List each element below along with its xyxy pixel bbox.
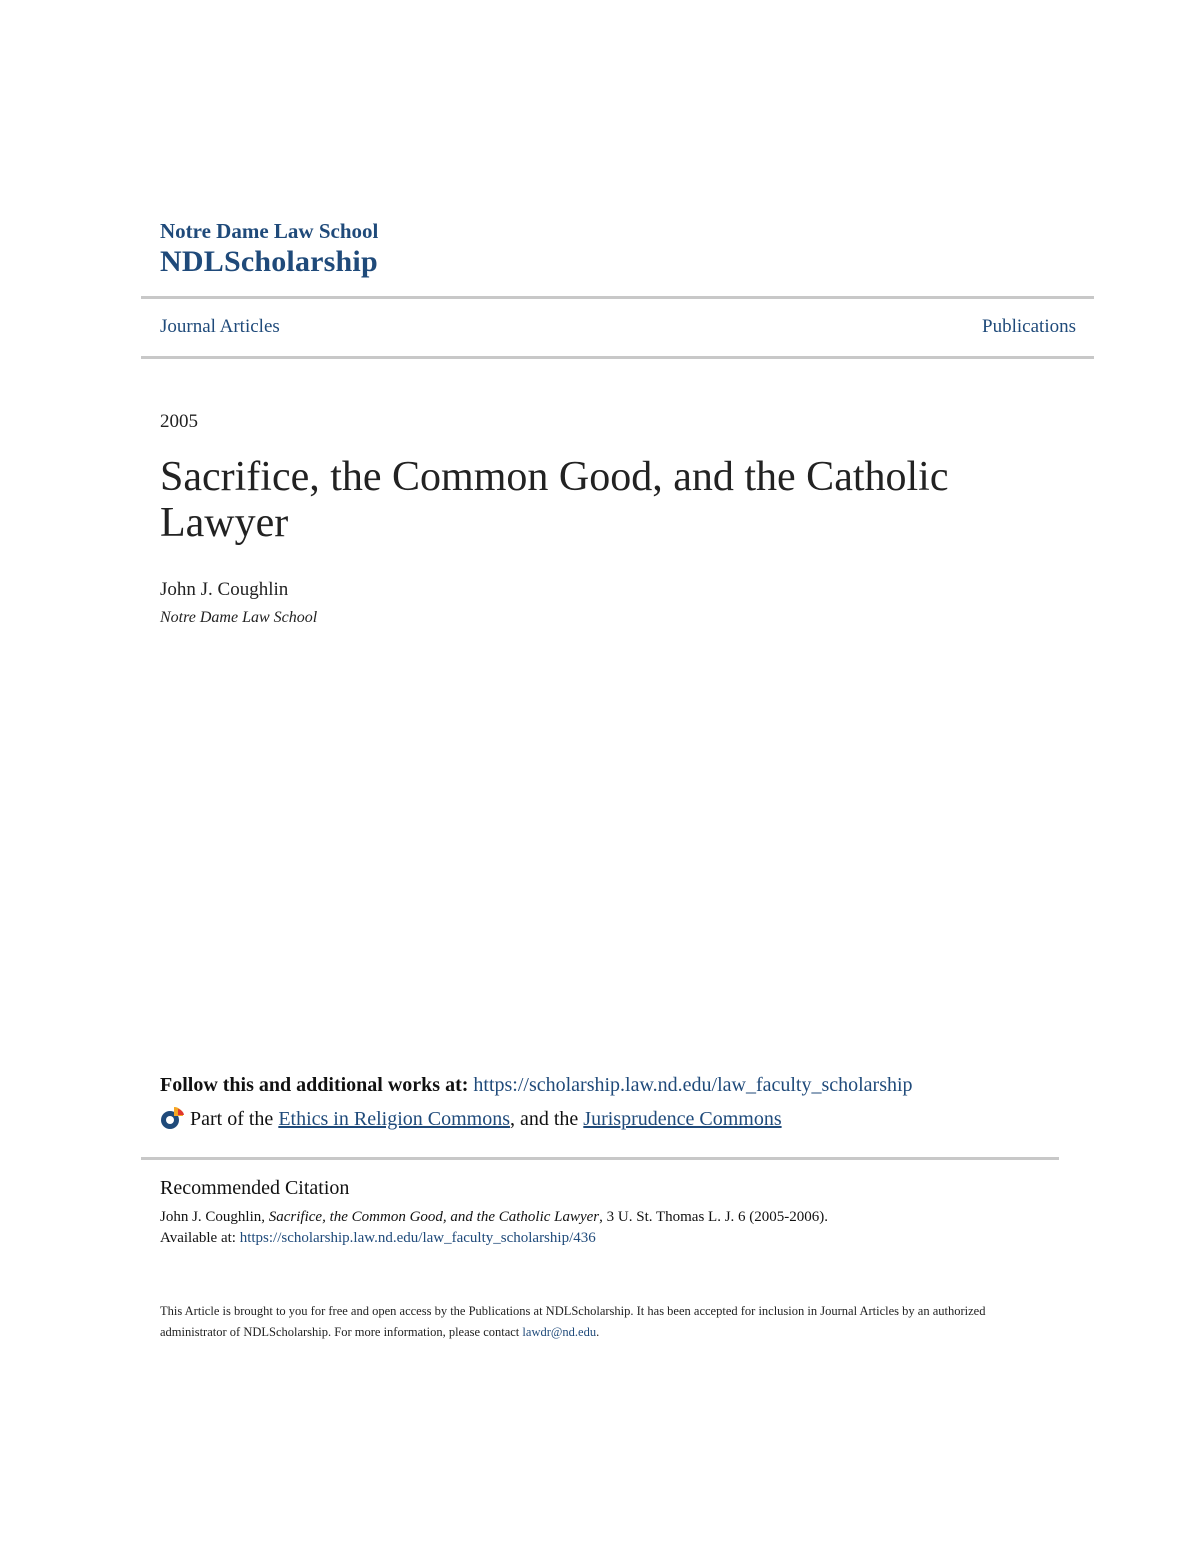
institution-name: Notre Dame Law School [160,219,379,243]
article-title: Sacrifice, the Common Good, and the Catholic Lawyer [160,454,949,546]
author-affiliation: Notre Dame Law School [160,609,318,626]
citation-title: Sacrifice, the Common Good, and the Catholic Lawyer [268,1209,600,1225]
divider [141,296,1094,299]
follow-label: Follow this and additional works at: [160,1074,469,1096]
divider [141,356,1094,359]
available-label: Available at: [160,1230,236,1246]
access-footnote [160,1301,1040,1343]
publication-year: 2005 [160,411,198,432]
author-name: John J. Coughlin [160,579,289,600]
follow-line [160,1074,913,1097]
part-of-prefix: Part of the [190,1107,274,1130]
contact-email-link[interactable]: lawdr@nd.edu [522,1325,597,1339]
footnote-text: This Article is brought to you for free and open access by the Publications at NDLScholarship. It has been accepted for inclusion in Journal Articles by an authorized administrator of NDLScholarship. For more information, please contact [160,1304,986,1339]
network-commons-logo-icon [158,1105,186,1133]
part-of-line [158,1105,782,1133]
repository-name[interactable]: NDLScholarship [160,245,378,278]
jurisprudence-commons-link[interactable]: Jurisprudence Commons [583,1107,782,1130]
footnote-end: . [596,1325,600,1339]
divider [141,1157,1059,1160]
publications-link[interactable]: Publications [982,316,1076,337]
ethics-in-religion-commons-link[interactable]: Ethics in Religion Commons [278,1107,510,1130]
part-of-joiner: , and the [509,1107,579,1130]
citation-heading: Recommended Citation [160,1177,350,1199]
citation-url-link[interactable]: https://scholarship.law.nd.edu/law_faculty_scholarship/436 [239,1230,596,1246]
follow-url-link[interactable]: https://scholarship.law.nd.edu/law_faculty_scholarship [473,1074,913,1096]
citation-body [160,1207,1060,1249]
journal-articles-link[interactable]: Journal Articles [160,316,280,337]
citation-source: , 3 U. St. Thomas L. J. 6 (2005-2006). [599,1209,829,1225]
citation-author: John J. Coughlin, [160,1209,266,1225]
